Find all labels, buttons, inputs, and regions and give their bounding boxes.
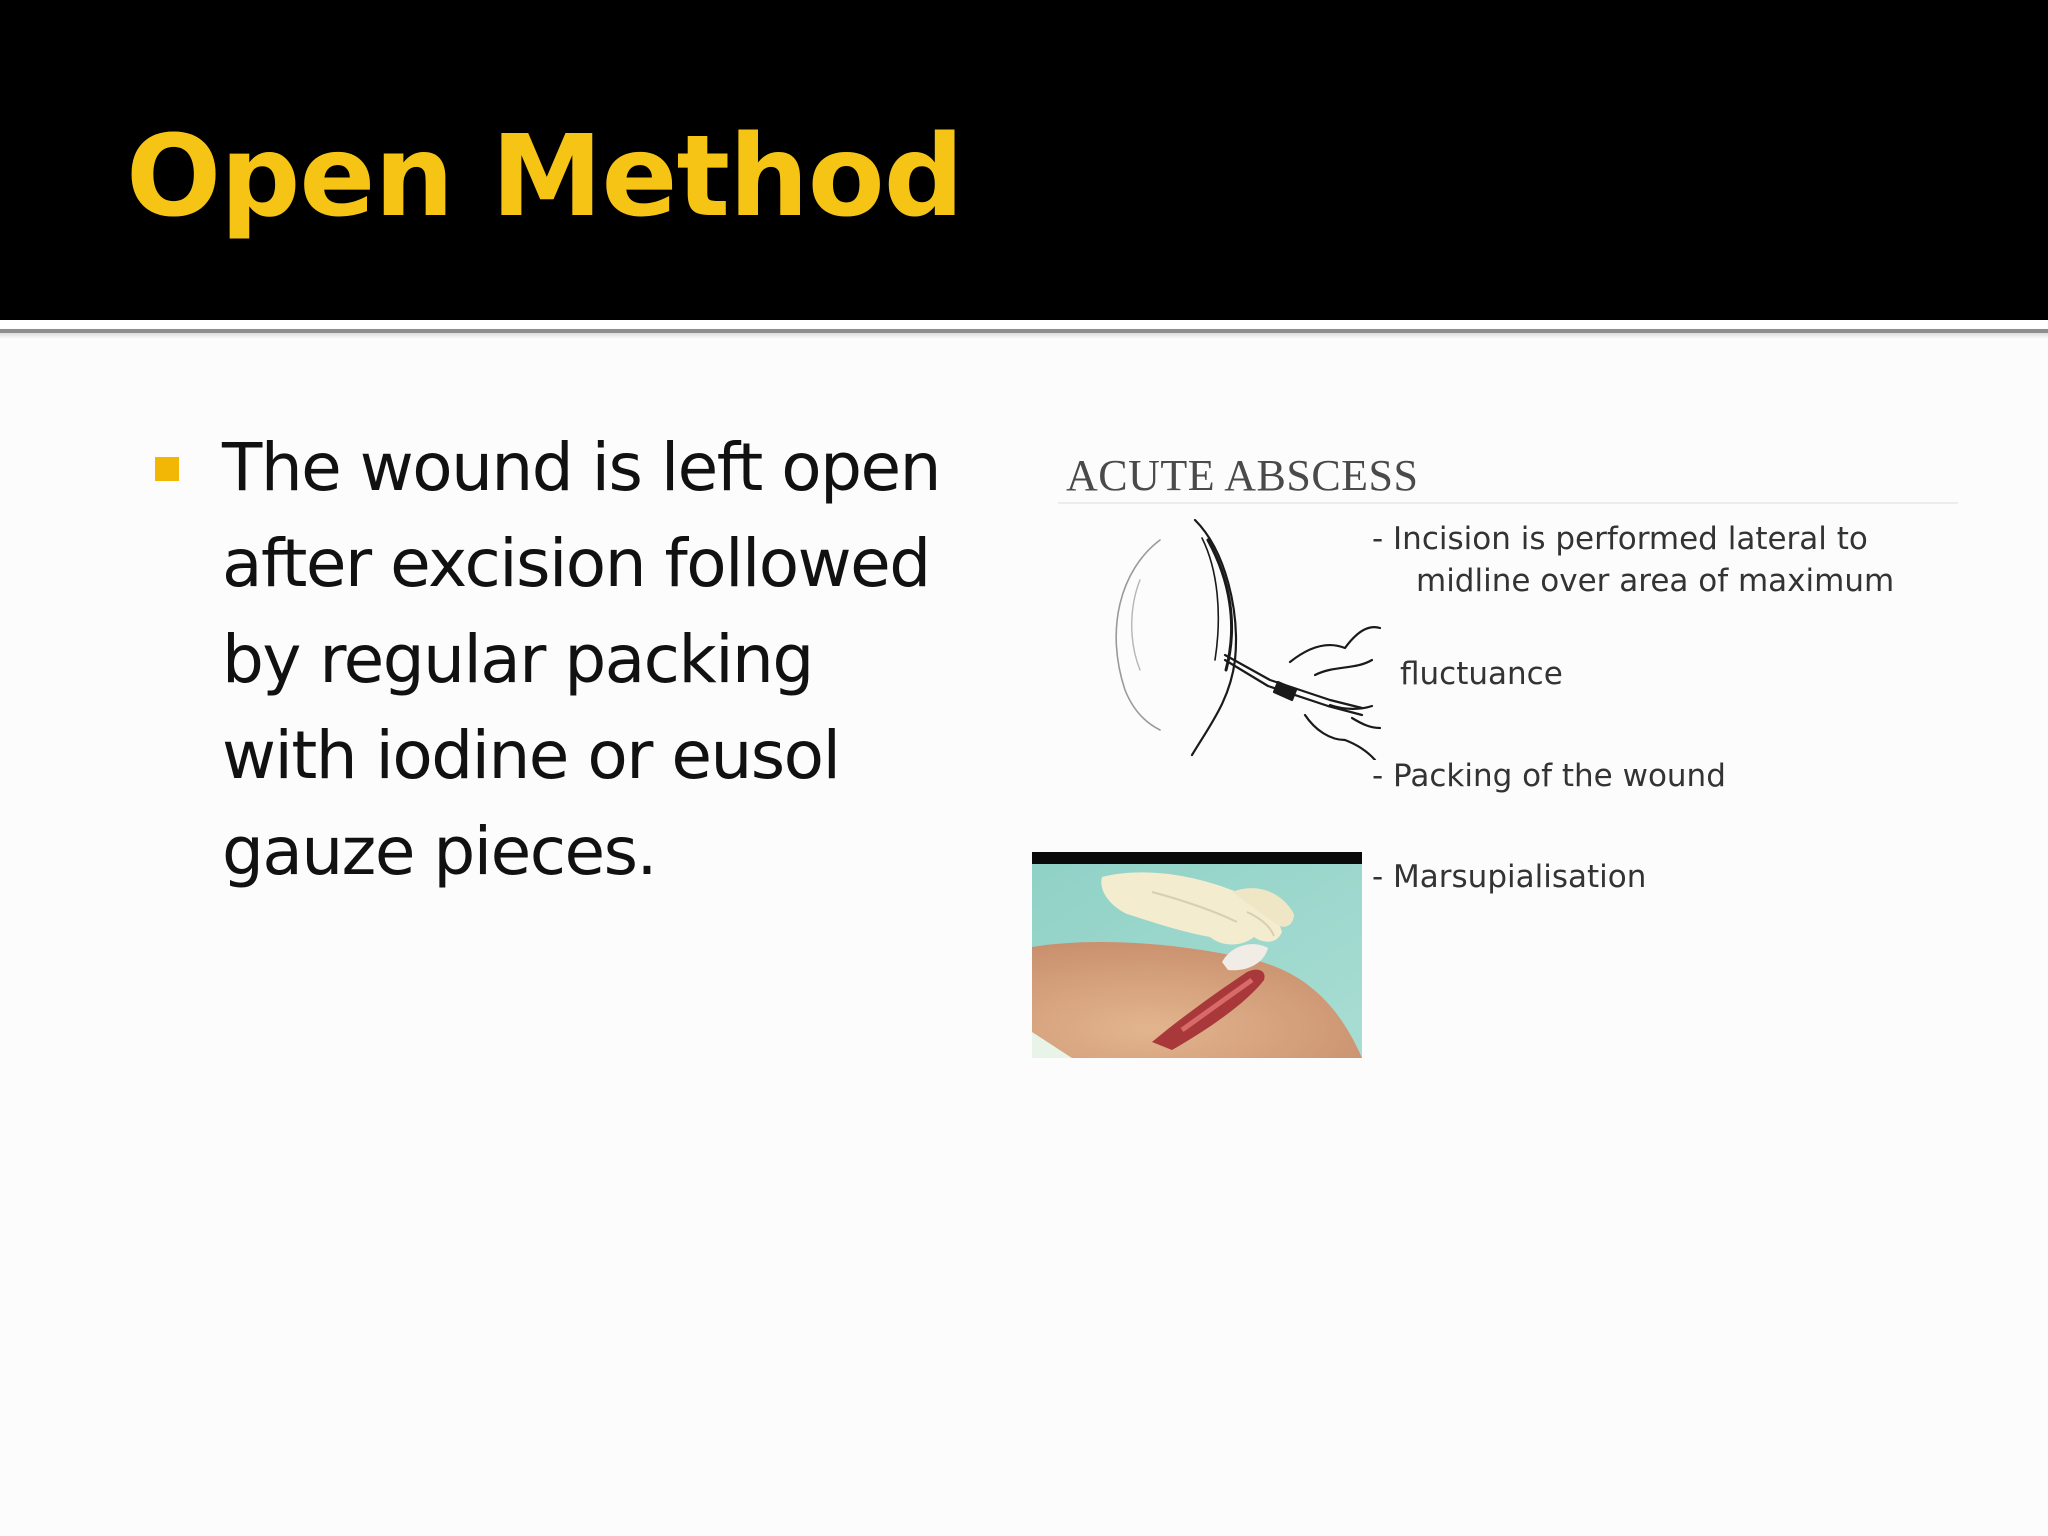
bullet-line: The wound is left open [222,429,940,506]
bullet-marker-icon [155,457,179,481]
slide-title: Open Method [126,112,963,242]
figure-item-packing: - Packing of the wound [1372,758,1726,794]
bullet-line: after excision followed [222,525,930,602]
wound-packing-photo-icon [1032,852,1362,1058]
figure-item-marsupialisation: - Marsupialisation [1372,859,1647,895]
bullet-line: by regular packing [222,621,813,698]
figure-item-incision: - Incision is performed lateral to [1372,521,1868,557]
abscess-figure [1030,440,1970,1060]
bullet-line: with iodine or eusol [222,717,840,794]
figure-item-incision-cont: midline over area of maximum [1416,563,1895,599]
figure-item-fluctuance: fluctuance [1400,656,1563,692]
bullet-line: gauze pieces. [222,813,656,890]
figure-heading-rule [1058,502,1958,504]
title-divider [0,320,2048,328]
incision-illustration-icon [1100,510,1390,760]
title-divider-shadow [0,333,2048,339]
bullet-text [222,420,1002,900]
figure-heading: ACUTE ABSCESS [1066,451,1419,500]
title-band [0,0,2048,320]
